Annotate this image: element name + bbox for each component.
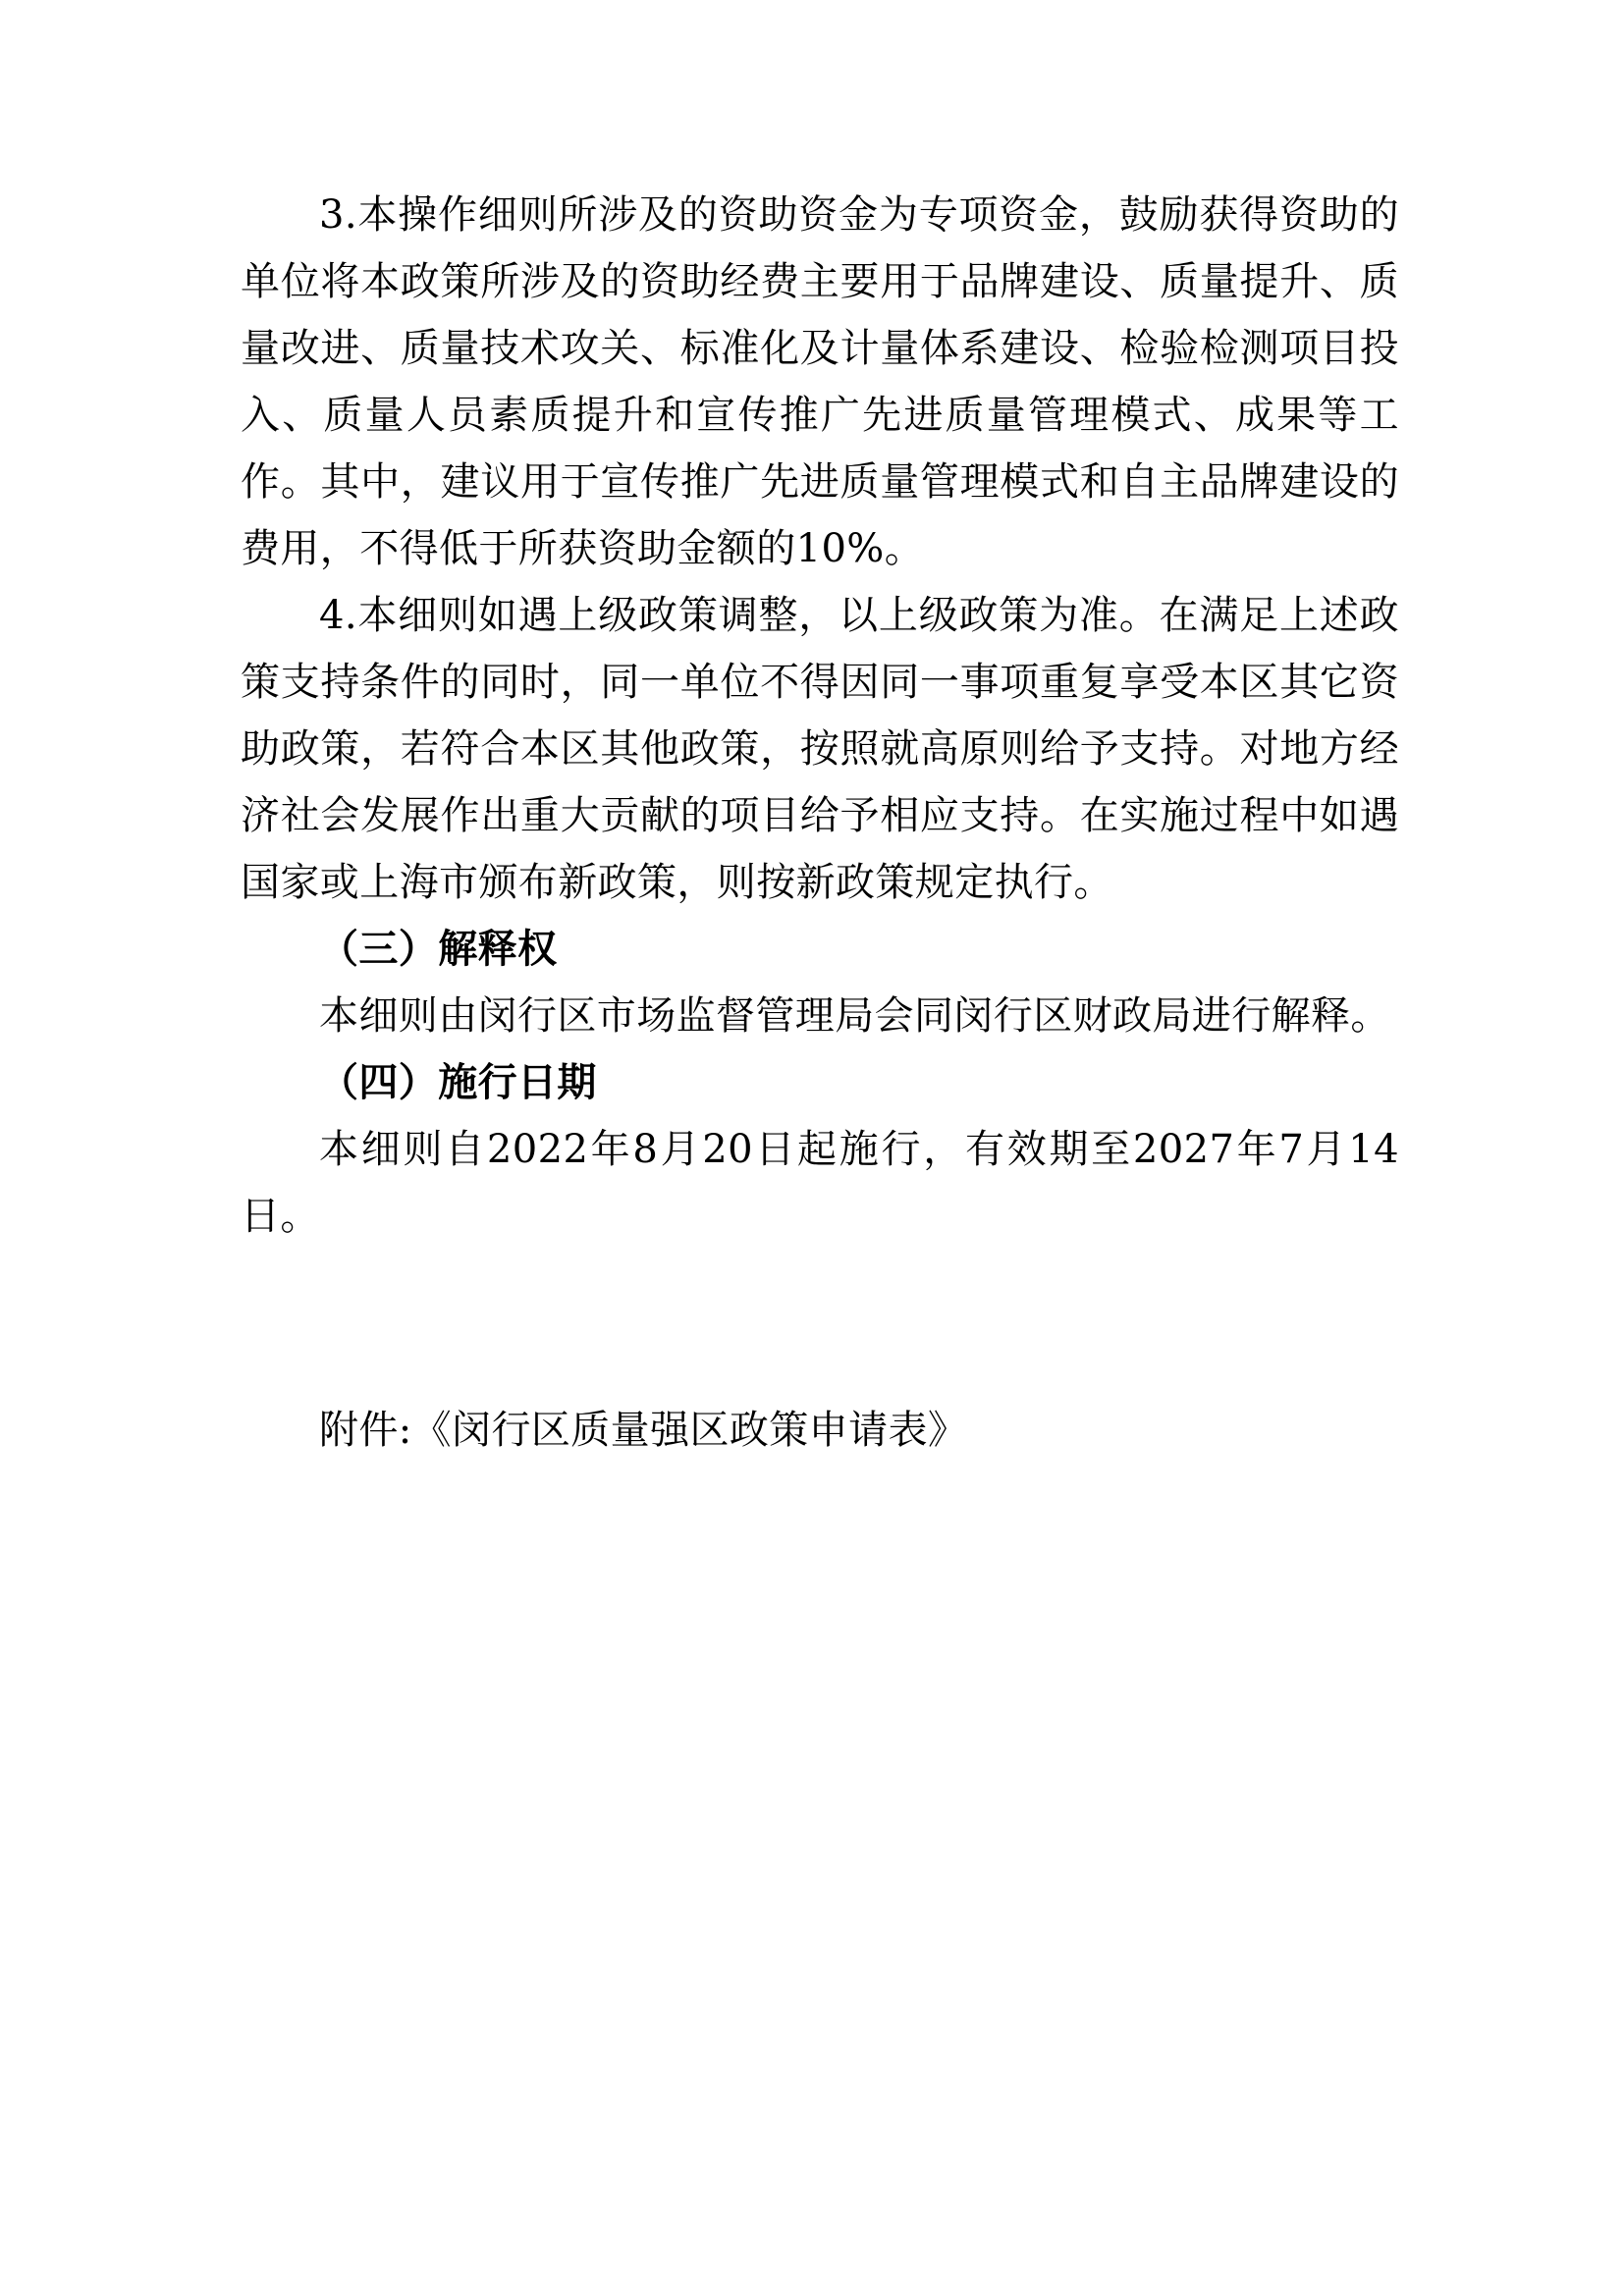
attachment-line: 附件:《闵行区质量强区政策申请表》: [319, 1408, 968, 1453]
section-four-body: 本细则自2022年8月20日起施行，有效期至2027年7月14日。: [241, 1127, 1399, 1239]
section-heading-four: （四）施行日期: [319, 1059, 597, 1105]
document-body: [241, 182, 1399, 1464]
section-heading-three: （三）解释权: [319, 926, 558, 972]
paragraph-item-3: 3.本操作细则所涉及的资助资金为专项资金，鼓励获得资助的单位将本政策所涉及的资助经费主要用于品牌建设、质量提升、质量改进、质量技术攻关、标准化及计量体系建设、检验检测项目投入、质量人员素质提升和宣传推广先进质量管理模式、成果等工作。其中，建议用于宣传推广先进质量管理模式和自主品牌建设的费用，不得低于所获资助金额的10%。: [241, 192, 1399, 571]
vertical-spacer: [241, 1250, 1399, 1397]
paragraph-item-4: 4.本细则如遇上级政策调整，以上级政策为准。在满足上述政策支持条件的同时，同一单位不得因同一事项重复享受本区其它资助政策，若符合本区其他政策，按照就高原则给予支持。对地方经济社会发展作出重大贡献的项目给予相应支持。在实施过程中如遇国家或上海市颁布新政策，则按新政策规定执行。: [241, 593, 1399, 905]
section-three-body: 本细则由闵行区市场监督管理局会同闵行区财政局进行解释。: [319, 993, 1390, 1039]
